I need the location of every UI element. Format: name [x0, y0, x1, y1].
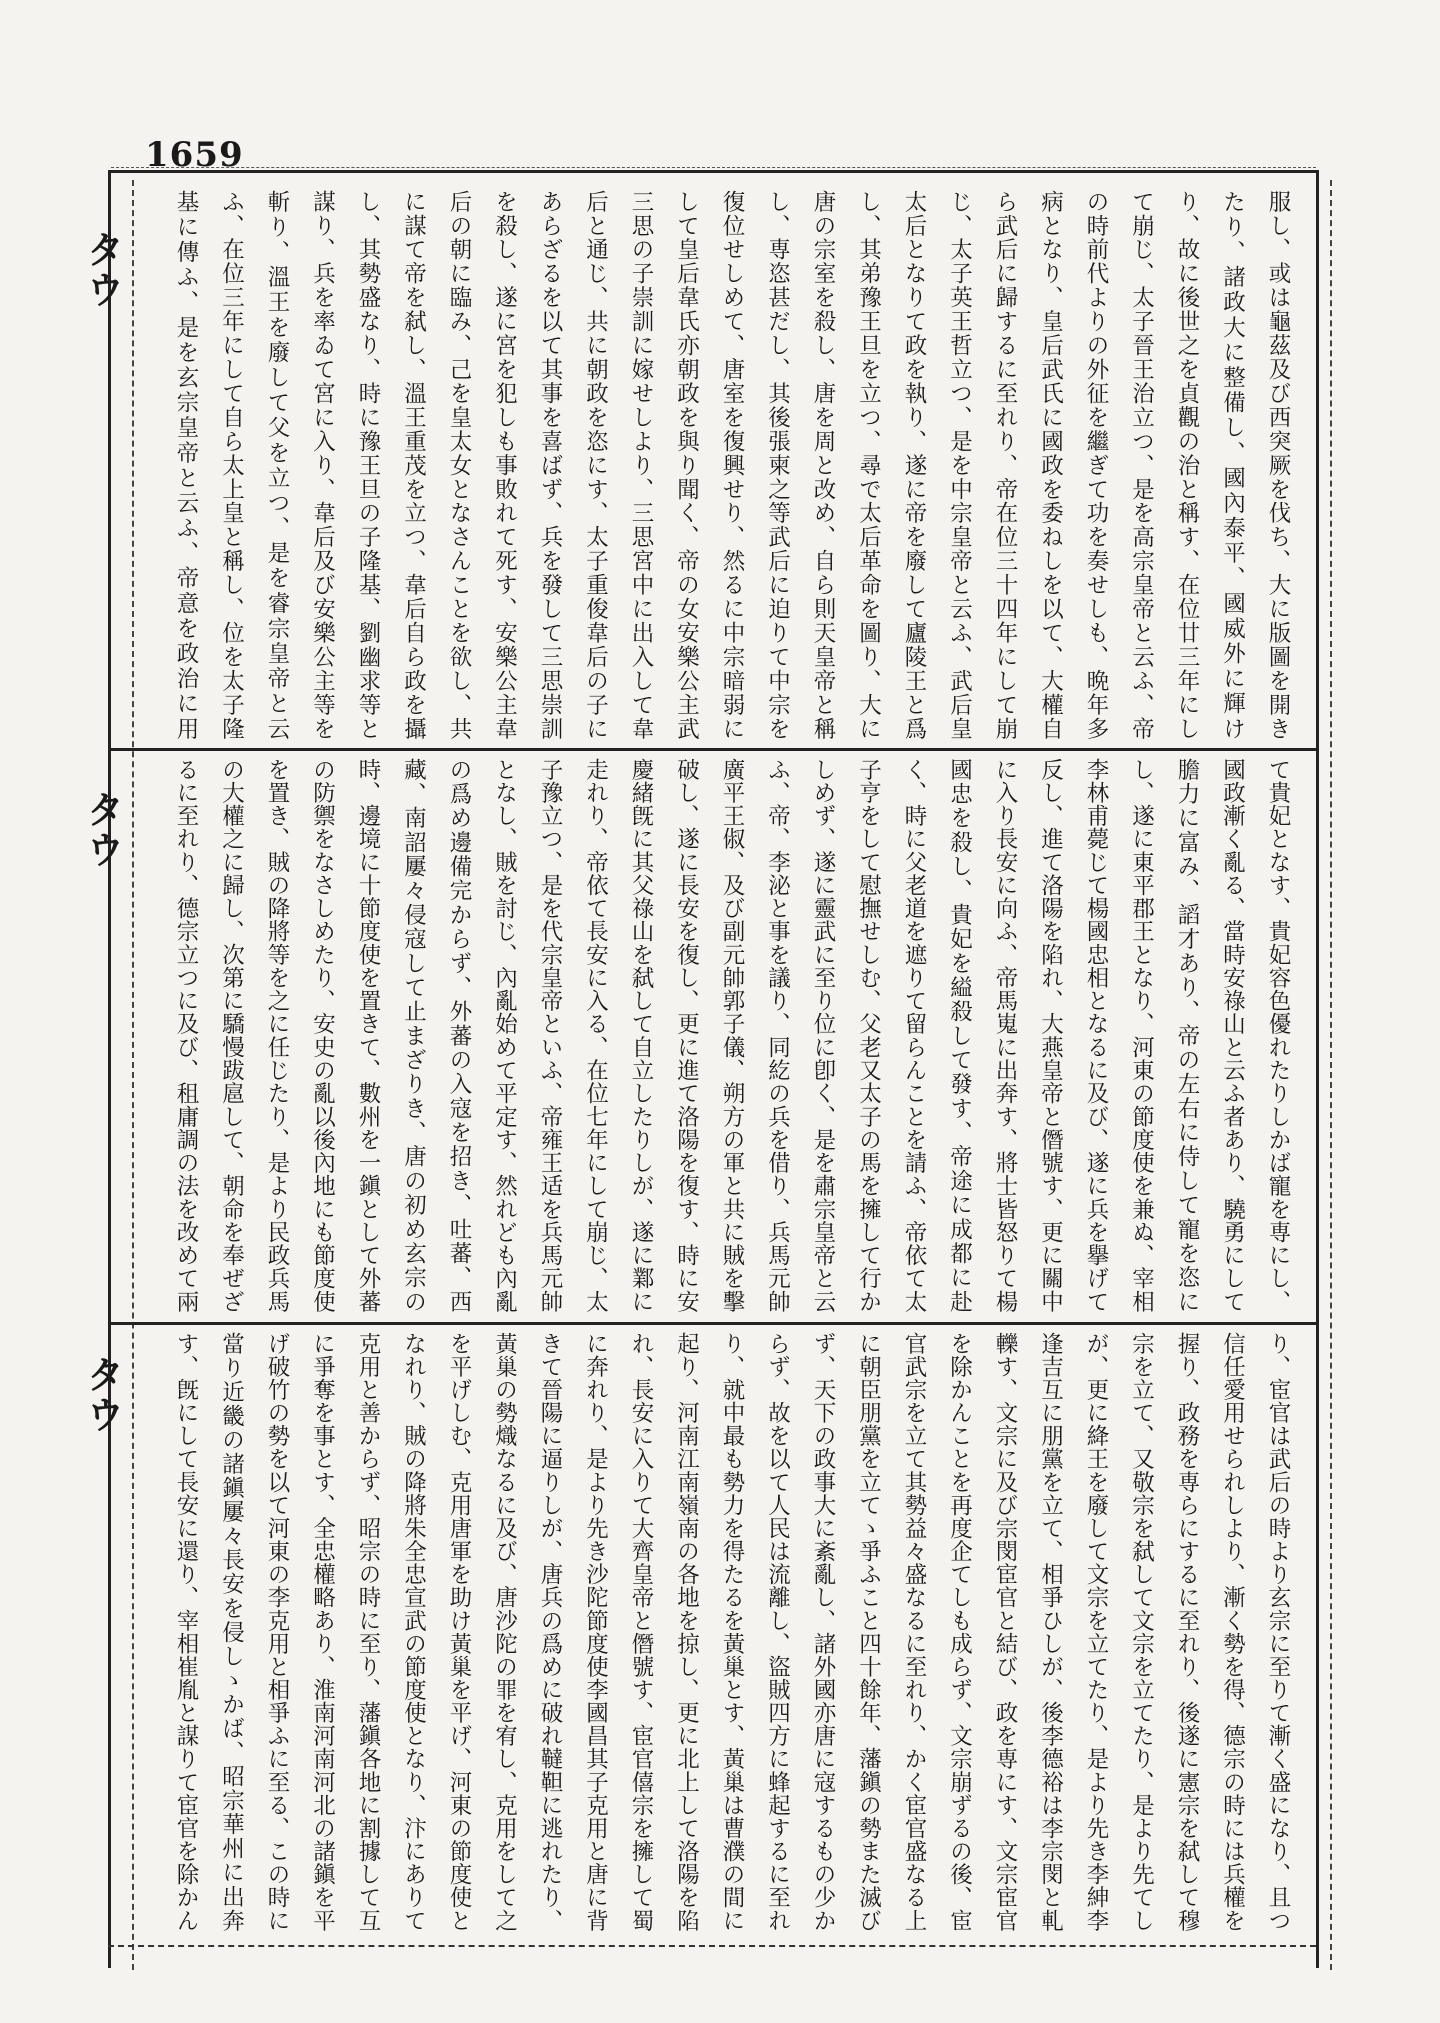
side-label-bottom: タウ	[80, 1355, 124, 1435]
section-middle-text: て貴妃となす、貴妃容色優れたりしかば寵を専にし、國政漸く亂る、當時安祿山と云ふ者あり、驍勇にして膽力に富み、謟才あり、帝の左右に侍して寵を恣にし、遂に東平郡王となり、河東の節度使を兼ぬ、宰相李林甫薨じて楊國忠相となるに及び、遂に兵を擧げて反し、進て洛陽を陷れ、大燕皇帝と僭號す、更に關中に入り長安に向ふ、帝馬嵬に出奔す、將士皆怒りて楊國忠を殺し、貴妃を縊殺して發す、帝途に成都に赴く、時に父老道を遮りて留らんことを請ふ、帝依て太子亨をして慰撫せしむ、父老又太子の馬を擁して行かしめず、遂に靈武に至り位に卽く、是を肅宗皇帝と云ふ、帝、李泌と事を議り、同紇の兵を借り、兵馬元帥廣平王俶、及び副元帥郭子儀、朔方の軍と共に賊を擊破し、遂に長安を復し、更に進て洛陽を復す、時に安慶緒旣に其父祿山を弑して自立したりしが、遂に鄴に走れり、帝依て長安に入る、在位七年にして崩じ、太子豫立つ、是を代宗皇帝といふ、帝雍王适を兵馬元帥となし、賊を討じ、內亂始めて平定す、然れども內亂の爲め邊備完からず、外蕃の入寇を招き、吐蕃、西藏、南詔屢々侵寇して止まざりき、唐の初め玄宗の時、邊境に十節度使を置きて、數州を一鎭として外蕃の防禦をなさしめたり、安史の亂以後內地にも節度使を置き、賊の降將等を之に任じたり、是より民政兵馬の大權之に歸し、次第に驕慢跋扈して、朝命を奉ぜざるに至れり、德宗立つに及び、租庸調の法を改めて兩	[173, 758, 1291, 1313]
side-label-middle: タウ	[80, 790, 124, 870]
section-divider-2	[108, 1322, 1316, 1325]
bottom-dashed-rule	[108, 1945, 1316, 1947]
frame-top-dashed-rule	[111, 167, 1316, 168]
section-bottom	[160, 1332, 1300, 1932]
section-middle	[160, 758, 1300, 1313]
right-dashed-rule	[1330, 180, 1332, 1970]
section-top	[160, 190, 1300, 740]
section-bottom-text: り、宦官は武后の時より玄宗に至りて漸く盛になり、且つ信任愛用せられしより、漸く勢を得、德宗の時には兵權を握り、政務を専らにするに至れり、後遂に憲宗を弑して穆宗を立て、又敬宗を弑して文宗を立てたり、是より先てしが、更に絳王を廢して文宗を立てたり、是より先き李紳李逢吉互に朋黨を立て、相爭ひしが、後李德裕は李宗閔と軋轢す、文宗に及び宗閔宦官と結び、政を専にす、文宗宦官を除かんことを再度企てしも成らず、文宗崩ずるの後、宦官武宗を立て其勢益々盛なるに至れり、かく宦官盛なる上に朝臣朋黨を立てゝ爭ふこと四十餘年、藩鎭の勢また滅びず、天下の政事大に紊亂し、諸外國亦唐に寇するもの少からず、故を以て人民は流離し、盜賊四方に蜂起するに至れり、就中最も勢力を得たるを黃巢とす、黃巢は曹濮の間に起り、河南江南嶺南の各地を掠し、更に北上して洛陽を陷れ、長安に入りて大齊皇帝と僭號す、宦官僖宗を擁して蜀に奔れり、是より先き沙陀節度使李國昌其子克用と唐に背きて晉陽に逼りしが、唐兵の爲めに破れ韃靼に逃れたり、黃巢の勢熾なるに及び、唐沙陀の罪を宥し、克用をして之を平げしむ、克用唐軍を助け黃巢を平げ、河東の節度使となれり、賊の降將朱全忠宣武の節度使となり、汴にありて克用と善からず、昭宗の時に至り、藩鎭各地に割據して互に爭奪を事とす、全忠權略あり、淮南河南河北の諸鎭を平げ破竹の勢を以て河東の李克用と相爭ふに至る、この時に當り近畿の諸鎭屢々長安を侵しゝかば、昭宗華州に出奔す、旣にして長安に還り、宰相崔胤と謀りて宦官を除かん	[173, 1332, 1291, 1932]
left-dashed-rule	[132, 180, 134, 1970]
section-top-text: 服し、或は龜茲及び西突厥を伐ち、大に版圖を開きたり、諸政大に整備し、國內泰平、國威外に輝けり、故に後世之を貞觀の治と稱す、在位廿三年にして崩じ、太子晉王治立つ、是を高宗皇帝と云ふ、帝の時前代よりの外征を繼ぎて功を奏せしも、晩年多病となり、皇后武氏に國政を委ねしを以て、大權自ら武后に歸するに至れり、帝在位三十四年にして崩じ、太子英王哲立つ、是を中宗皇帝と云ふ、武后皇太后となりて政を執り、遂に帝を廢して廬陵王と爲し、其弟豫王旦を立つ、尋で太后革命を圖り、大に唐の宗室を殺し、唐を周と改め、自ら則天皇帝と稱し、専恣甚だし、其後張柬之等武后に迫りて中宗を復位せしめて、唐室を復興せり、然るに中宗暗弱にして皇后韋氏亦朝政を與り聞く、帝の女安樂公主武三思の子崇訓に嫁せしより、三思宮中に出入して韋后と通じ、共に朝政を恣にす、太子重俊韋后の子にあらざるを以て其事を喜ばず、兵を發して三思崇訓を殺し、遂に宮を犯しも事敗れて死す、安樂公主韋后の朝に臨み、己を皇太女となさんことを欲し、共に謀て帝を弑し、溫王重茂を立つ、韋后自ら政を攝し、其勢盛なり、時に豫王旦の子隆基、劉幽求等と謀り、兵を率ゐて宮に入り、韋后及び安樂公主等を斬り、溫王を廢して父を立つ、是を睿宗皇帝と云ふ、在位三年にして自ら太上皇と稱し、位を太子隆基に傳ふ、是を玄宗皇帝と云ふ、帝意を政治に用	[173, 190, 1291, 740]
side-label-top: タウ	[80, 230, 124, 310]
page-number: 1659	[145, 135, 244, 175]
section-divider-1	[108, 748, 1316, 751]
